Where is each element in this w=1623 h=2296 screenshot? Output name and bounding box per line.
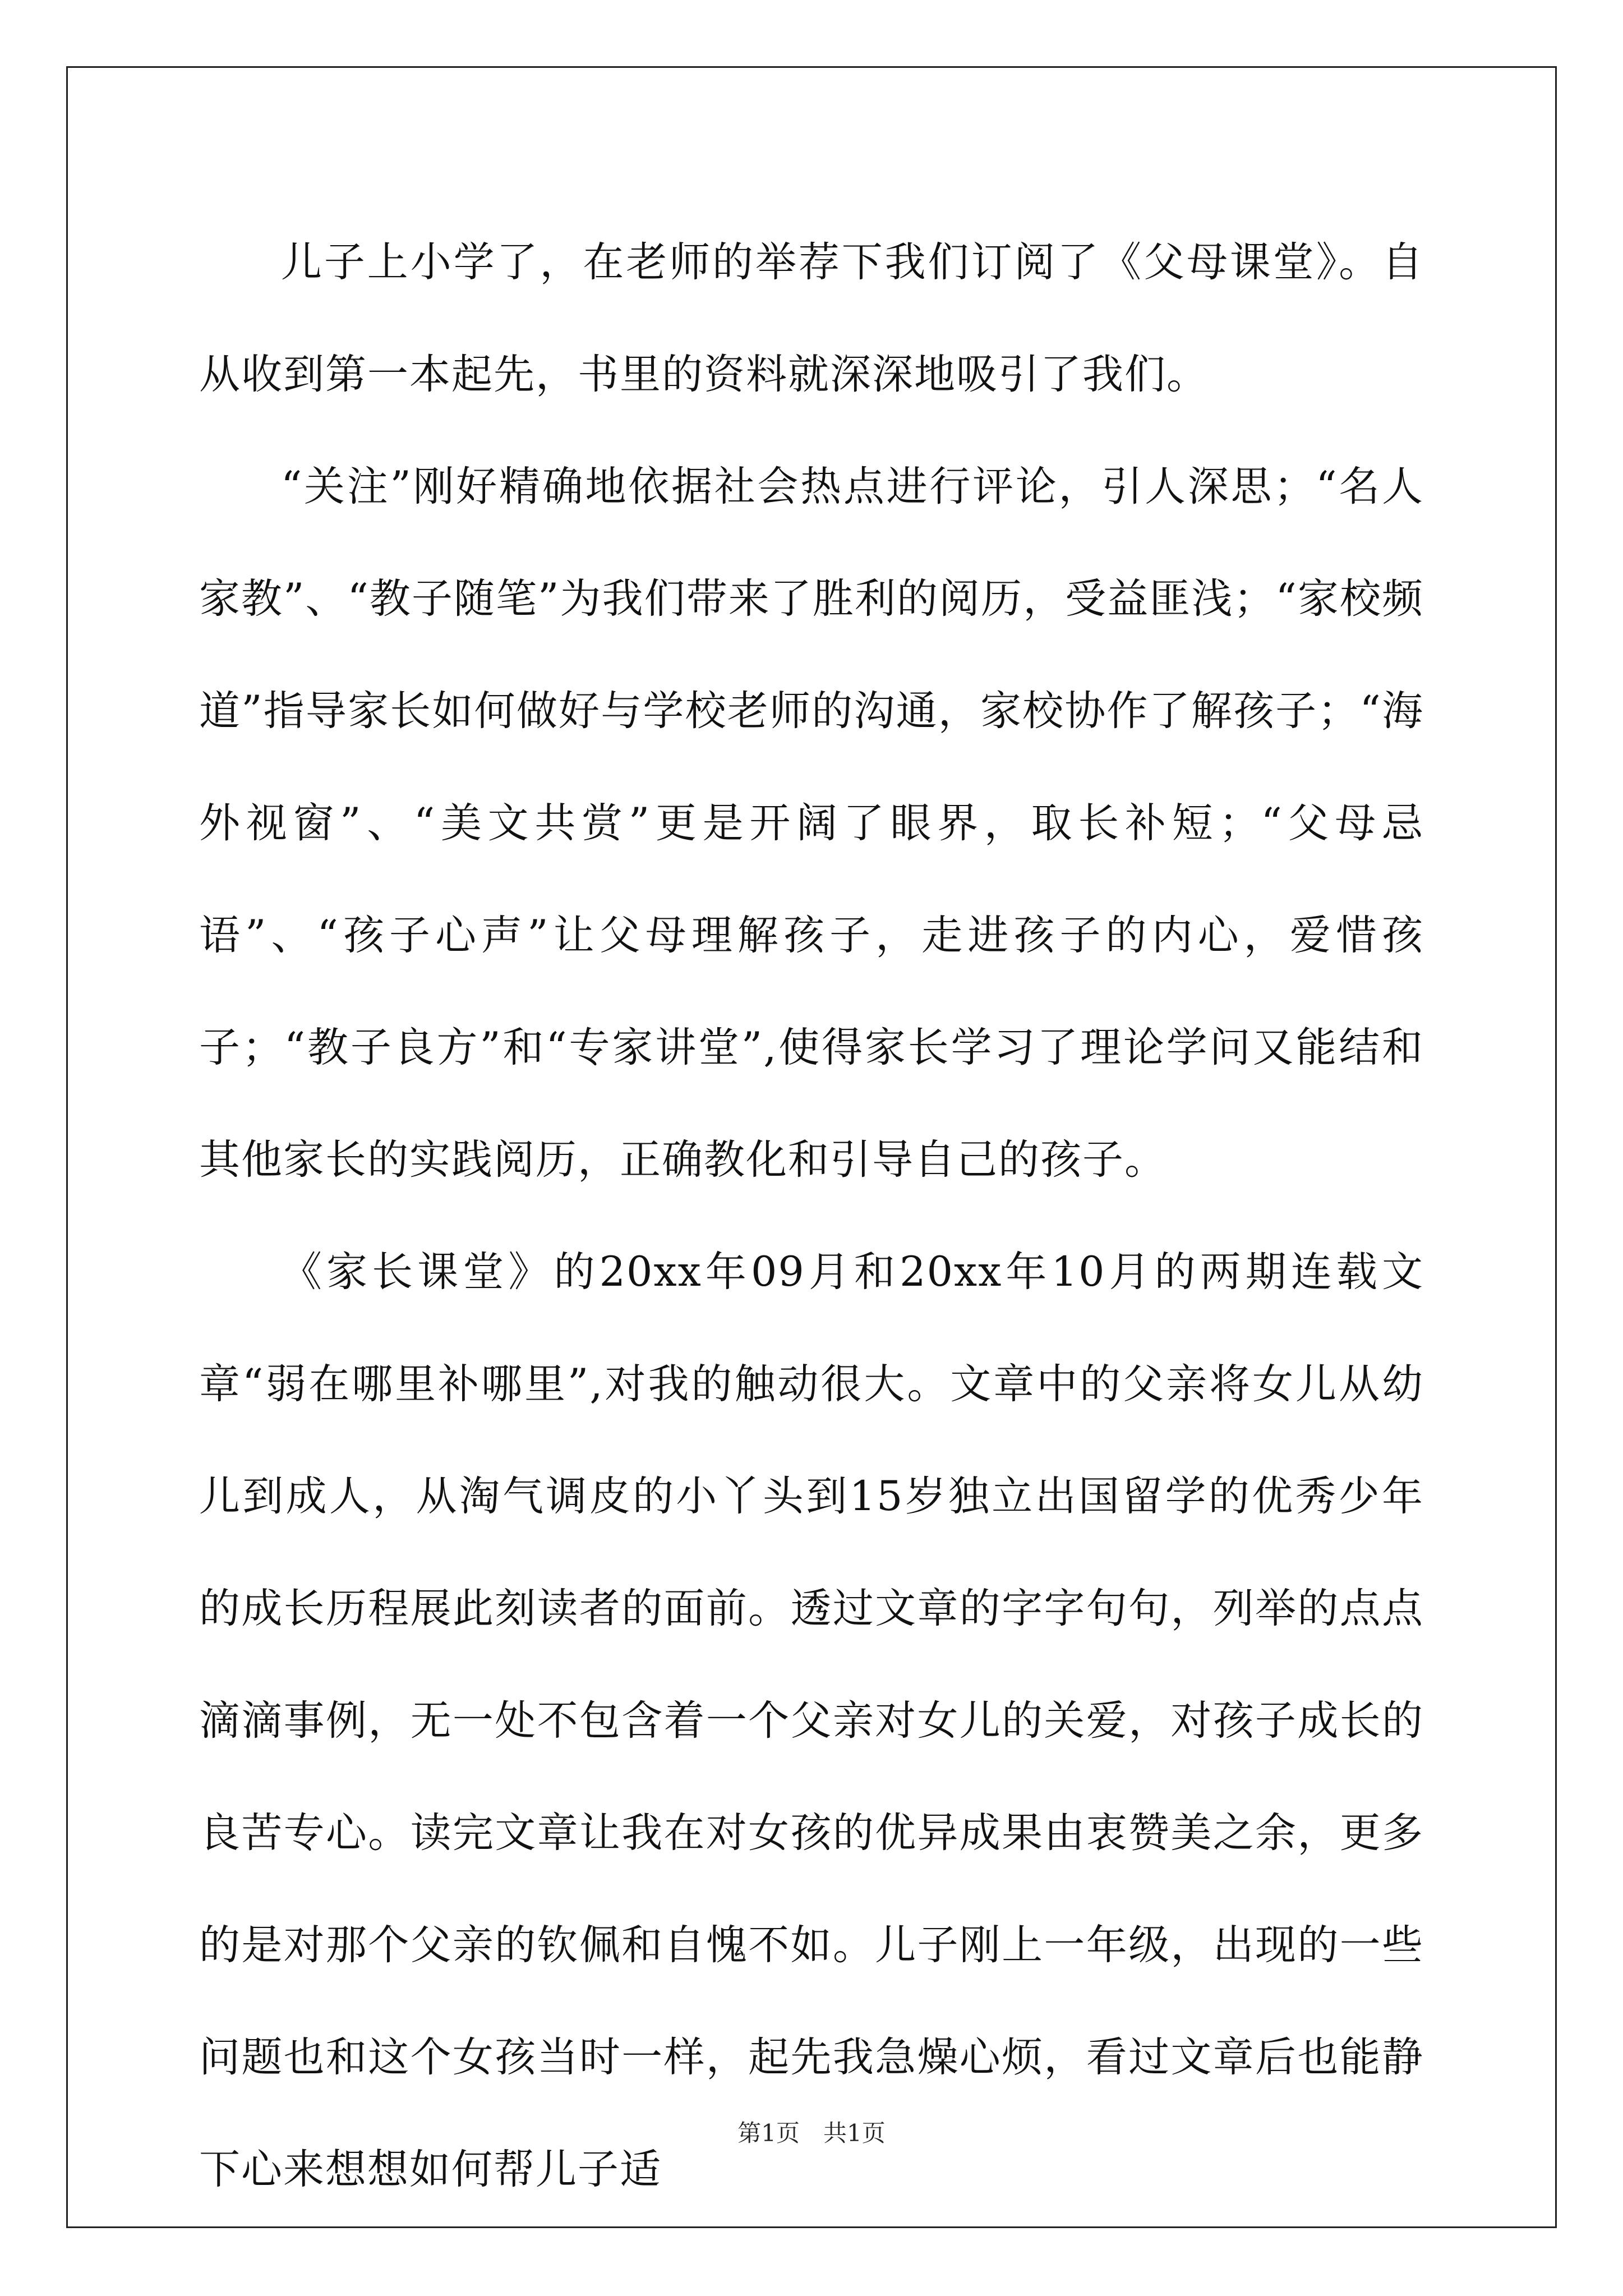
paragraph-3: 《家长课堂》的20xx年09月和20xx年10月的两期连载文章“弱在哪里补哪里”,对我的触动很大。文章中的父亲将女儿从幼儿到成人，从淘气调皮的小丫头到15岁独立出国留学的优秀少年的成长历程展此刻读者的面前。透过文章的字字句句，列举的点点滴滴事例，无一处不包含着一个父亲对女儿的关爱，对孩子成长的良苦专心。读完文章让我在对女孩的优异成果由衷赞美之余，更多的是对那个父亲的钦佩和自愧不如。儿子刚上一年级，出现的一些问题也和这个女孩当时一样，起先我急燥心烦，看过文章后也能静下心来想想如何帮儿子适 bbox=[199, 1248, 1424, 2193]
page-number-footer: 第1页 共1页 bbox=[737, 2119, 886, 2147]
paragraph-1: 儿子上小学了，在老师的举荐下我们订阅了《父母课堂》。自从收到第一本起先，书里的资料就深深地吸引了我们。 bbox=[199, 238, 1424, 398]
document-body bbox=[199, 206, 1424, 2226]
paragraph-2: “关注”刚好精确地依据社会热点进行评论，引人深思；“名人家教”、“教子随笔”为我们带来了胜利的阅历，受益匪浅；“家校频道”指导家长如何做好与学校老师的沟通，家校协作了解孩子；“海外视窗”、“美文共赏”更是开阔了眼界，取长补短；“父母忌语”、“孩子心声”让父母理解孩子，走进孩子的内心，爱惜孩子；“教子良方”和“专家讲堂”,使得家长学习了理论学问又能结和其他家长的实践阅历，正确教化和引导自己的孩子。 bbox=[199, 463, 1424, 1184]
